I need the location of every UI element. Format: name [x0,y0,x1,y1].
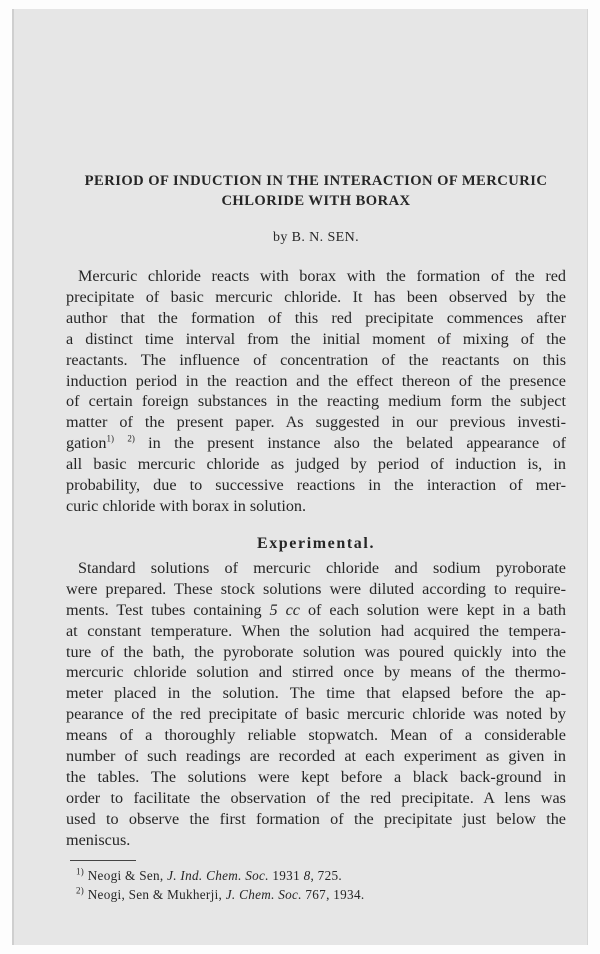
ref-mark-1[interactable]: 1) [106,433,114,444]
footnote-authors: Neogi, Sen & Mukherji, [87,887,226,903]
text-line: meniscus. [66,830,131,849]
volume-italic: 5 cc [269,600,300,619]
footnote-divider [70,860,136,861]
text-line: at constant temperature. When the solution had acquired the tempera- [66,621,566,640]
footnote-year: 1931 [268,867,304,883]
text-line: mercuric chloride solution and stirred once by means of the thermo- [66,663,566,682]
section-heading: Experimental. [256,534,376,552]
text-line: reactants. The influence of concentration of the reactants on this [66,350,566,369]
ref-line-rest: in the present instance also the belated appearance of [134,434,566,453]
footnote-mark: 2) [76,885,85,896]
article [66,171,566,905]
text-line-with-refs [66,433,566,454]
ref-mark-2[interactable]: 2) [127,433,135,444]
experimental-paragraph [66,558,566,851]
text-line: probability, due to successive reactions in the interaction of mer- [66,476,566,495]
text-line: precipitate of basic mercuric chloride. It has been observed by the [66,287,566,306]
footnote-1 [76,866,566,886]
article-title [66,171,566,211]
title-line: CHLORIDE WITH BORAX [221,193,411,209]
text-line: Standard solutions of mercuric chloride and sodium pyroborate [78,558,566,577]
text-line: Mercuric chloride reacts with borax with the formation of the red [78,267,566,285]
text-line: a distinct time interval from the initial moment of mixing of the [66,329,566,348]
footnote-page: , 725. [310,867,342,883]
line-part: of each solution were kept in a bath [299,600,566,619]
footnote-journal: J. Ind. Chem. Soc. [167,867,269,883]
text-line: induction period in the reaction and the effect thereon of the presence [66,371,566,390]
text-line: were prepared. These stock solutions were diluted according to require- [66,579,566,598]
text-line: pearance of the red precipitate of basic mercuric chloride was noted by [66,705,566,724]
text-line: of certain foreign substances in the reacting medium form the subject [66,392,566,411]
footnotes [76,866,566,905]
intro-paragraph [66,266,566,517]
text-line: ture of the bath, the pyroborate solution was poured quickly into the [66,642,566,661]
footnote-volume: 8 [303,867,311,883]
text-line: meter placed in the solution. The time that elapsed before the ap- [66,684,566,703]
text-line: order to facilitate the observation of the red precipitate. A lens was [66,788,566,807]
text-line: author that the formation of this red precipitate commences after [66,308,566,327]
footnote-authors: Neogi & Sen, [87,867,168,883]
text-line: the tables. The solutions were kept before a black back-ground in [66,767,566,786]
ref-word: gation [66,434,107,453]
text-line-with-italic [66,600,566,621]
text-line: used to observe the first formation of the precipitate just below the [66,809,566,828]
line-part: ments. Test tubes containing [66,600,270,619]
title-line: PERIOD OF INDUCTION IN THE INTERACTION OF MERCURIC [84,173,548,189]
footnote-journal: J. Chem. Soc. [225,887,302,903]
text-line: means of a thoroughly reliable stopwatch. Mean of a considerable [66,726,566,745]
text-line: number of such readings are recorded at each experiment as given in [66,747,566,766]
text-line: all basic mercuric chloride as judged by period of induction is, in [66,455,566,474]
footnote-page: 767, 1934. [301,887,365,903]
byline: by B. N. SEN. [272,230,360,245]
text-line: matter of the present paper. As suggested in our previous investi- [66,413,566,432]
footnote-mark: 1) [76,866,85,877]
footnote-2 [76,885,566,905]
text-line: curic chloride with borax in solution. [66,496,307,515]
page-sheet [12,9,588,945]
